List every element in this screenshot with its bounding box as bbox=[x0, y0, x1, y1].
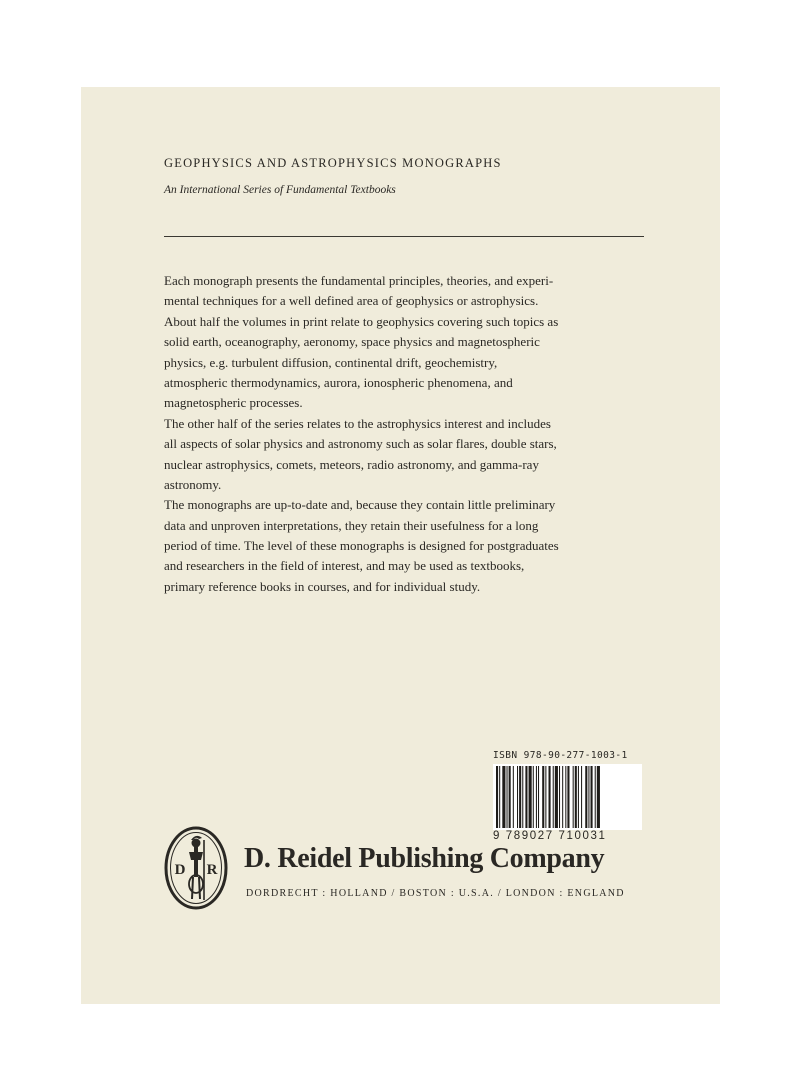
barcode-bar bbox=[529, 766, 532, 828]
barcode-bar bbox=[522, 766, 523, 828]
barcode-bar bbox=[549, 766, 551, 828]
description-line: nuclear astrophysics, comets, meteors, radio astronomy, and gamma-ray bbox=[164, 456, 539, 472]
barcode-bar bbox=[555, 766, 558, 828]
description-line: physics, e.g. turbulent diffusion, continental drift, geochemistry, bbox=[164, 354, 498, 370]
description-line: The monographs are up-to-date and, because they contain little preliminary bbox=[164, 497, 556, 513]
description-line: About half the volumes in print relate to geophysics covering such topics as bbox=[164, 313, 559, 329]
isbn-barcode bbox=[493, 749, 642, 842]
barcode-bar bbox=[565, 766, 566, 828]
barcode-bar bbox=[542, 766, 544, 828]
publisher-name: D. Reidel Publishing Company bbox=[244, 843, 605, 874]
description-line: all aspects of solar physics and astronomy such as solar flares, double stars, bbox=[164, 436, 557, 452]
logo-letter-r: R bbox=[206, 862, 218, 878]
barcode-bar bbox=[573, 766, 574, 828]
description-line: period of time. The level of these monographs is designed for postgraduates bbox=[164, 538, 559, 554]
description-line: solid earth, oceanography, aeronomy, space physics and magnetospheric bbox=[164, 334, 540, 350]
barcode-bar bbox=[597, 766, 600, 828]
barcode-bar bbox=[517, 766, 518, 828]
barcode-bar bbox=[496, 766, 498, 828]
description-line: atmospheric thermodynamics, aurora, ionospheric phenomena, and bbox=[164, 374, 513, 390]
series-description bbox=[164, 271, 649, 597]
description-line: mental techniques for a well defined area of geophysics or astrophysics. bbox=[164, 293, 539, 309]
description-line: magnetospheric processes. bbox=[164, 395, 303, 411]
barcode-bar bbox=[578, 766, 579, 828]
barcode-bar bbox=[507, 766, 508, 828]
barcode-bar bbox=[513, 766, 514, 828]
divider-rule bbox=[164, 236, 644, 237]
description-line: primary reference books in courses, and for individual study. bbox=[164, 578, 481, 594]
barcode-bar bbox=[509, 766, 511, 828]
barcode-bar bbox=[575, 766, 577, 828]
barcode-bar bbox=[585, 766, 587, 828]
barcode-bar bbox=[502, 766, 505, 828]
series-title: GEOPHYSICS AND ASTROPHYSICS MONOGRAPHS bbox=[164, 156, 502, 170]
description-line: The other half of the series relates to the astrophysics interest and includes bbox=[164, 415, 551, 431]
barcode-bar bbox=[536, 766, 537, 828]
barcode-bar bbox=[591, 766, 593, 828]
description-line: astronomy. bbox=[164, 476, 222, 492]
barcode-bar bbox=[588, 766, 589, 828]
barcode-bar bbox=[538, 766, 539, 828]
barcode-bar bbox=[553, 766, 554, 828]
barcode-bar bbox=[525, 766, 527, 828]
barcode-bars bbox=[493, 764, 642, 830]
publisher-logo bbox=[164, 826, 228, 910]
barcode-digits: 9 789027 710031 bbox=[493, 830, 607, 842]
barcode-bar bbox=[545, 766, 546, 828]
barcode-bar bbox=[499, 766, 500, 828]
barcode-bar bbox=[595, 766, 596, 828]
logo-letter-d: D bbox=[174, 862, 186, 878]
barcode-bar bbox=[519, 766, 521, 828]
barcode-bar bbox=[562, 766, 563, 828]
barcode-bar bbox=[581, 766, 582, 828]
description-line: data and unproven interpretations, they retain their usefulness for a long bbox=[164, 517, 539, 533]
description-line: Each monograph presents the fundamental principles, theories, and experi- bbox=[164, 273, 554, 288]
barcode-bar bbox=[567, 766, 569, 828]
series-subtitle: An International Series of Fundamental Textbooks bbox=[164, 184, 396, 196]
publisher-cities: DORDRECHT : HOLLAND / BOSTON : U.S.A. / LONDON : ENGLAND bbox=[246, 888, 625, 899]
description-line: and researchers in the field of interest, and may be used as textbooks, bbox=[164, 558, 525, 574]
barcode-bar bbox=[533, 766, 534, 828]
isbn-label: ISBN 978-90-277-1003-1 bbox=[493, 750, 628, 761]
barcode-bar bbox=[559, 766, 560, 828]
